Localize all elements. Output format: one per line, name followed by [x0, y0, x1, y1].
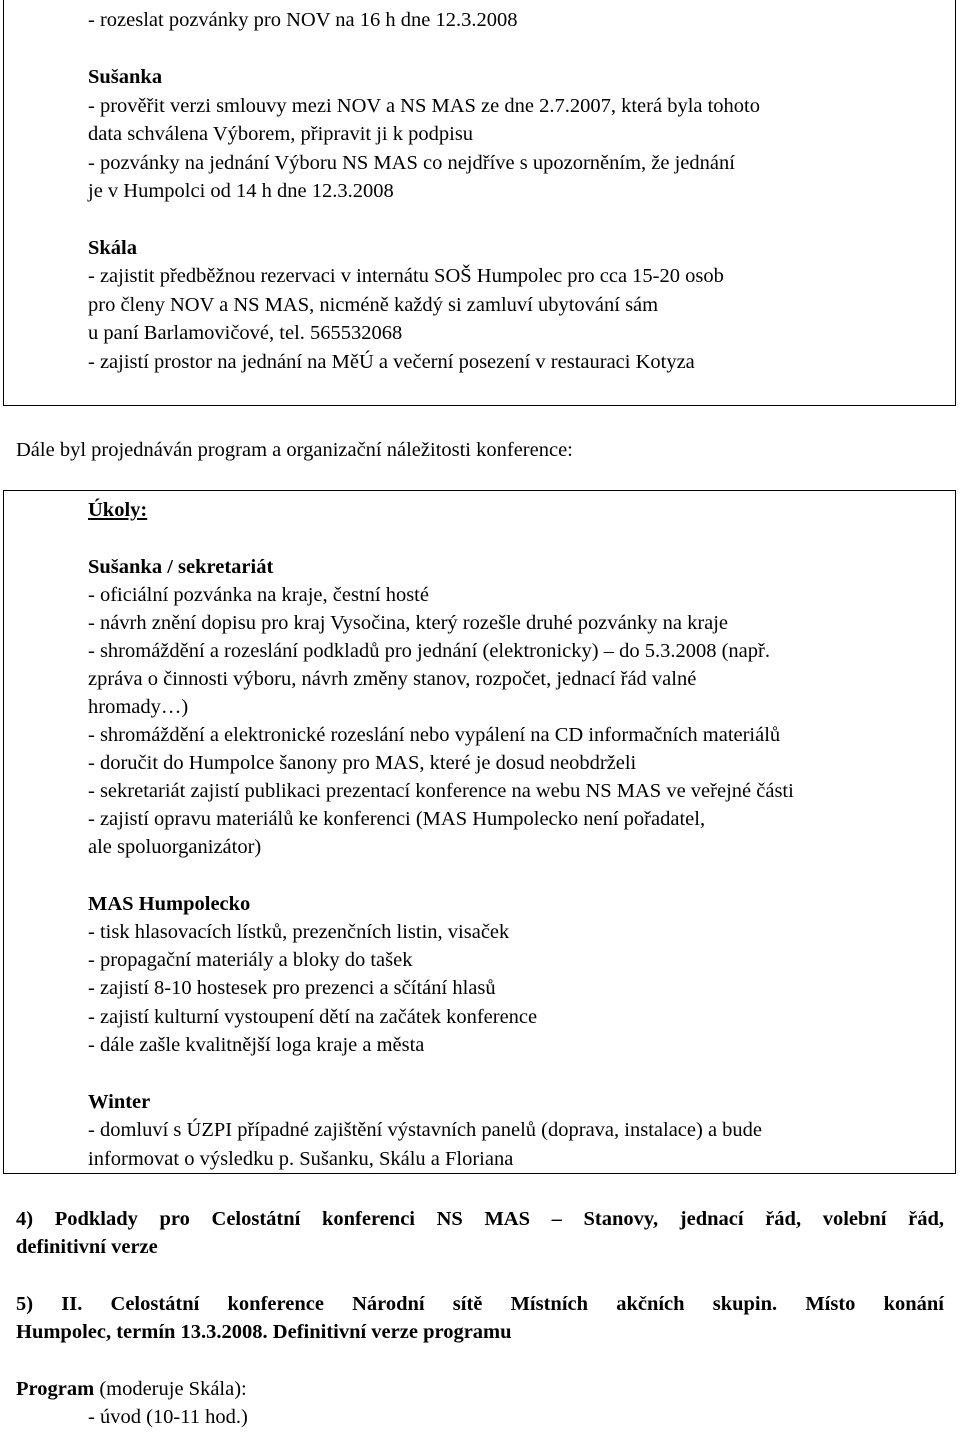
sekretariat-line-5: hromady…)	[88, 696, 189, 718]
skala-heading: Skála	[88, 237, 137, 259]
mas-line-2: - propagační materiály a bloky do tašek	[88, 949, 413, 971]
section5-line-1: 5) II. Celostátní konference Národní sítě Místních akčních skupin. Místo konání	[16, 1293, 944, 1315]
mas-line-1: - tisk hlasovacích lístků, prezenčních listin, visaček	[88, 921, 510, 943]
sekretariat-line-6: - shromáždění a elektronické rozeslání nebo vypálení na CD informačních materiálů	[88, 724, 781, 746]
sekretariat-line-9: - zajistí opravu materiálů ke konferenci (MAS Humpolecko není pořadatel,	[88, 808, 706, 830]
winter-line-2: informovat o výsledku p. Sušanku, Skálu a Floriana	[88, 1148, 514, 1170]
susanka-line-2: data schválena Výborem, připravit ji k podpisu	[88, 123, 474, 145]
mas-line-5: - dále zašle kvalitnější loga kraje a města	[88, 1034, 425, 1056]
sekretariat-line-10: ale spoluorganizátor)	[88, 836, 262, 858]
skala-line-1: - zajistit předběžnou rezervaci v internátu SOŠ Humpolec pro cca 15-20 osob	[88, 265, 724, 287]
tasks-title: Úkoly:	[88, 499, 148, 521]
susanka-line-1: - prověřit verzi smlouvy mezi NOV a NS MAS ze dne 2.7.2007, která byla tohoto	[88, 95, 761, 117]
mas-heading: MAS Humpolecko	[88, 893, 251, 915]
sekretariat-line-2: - návrh znění dopisu pro kraj Vysočina, který rozešle druhé pozvánky na kraje	[88, 612, 729, 634]
intro-text: Dále byl projednáván program a organizační náležitosti konference:	[16, 439, 573, 461]
sekretariat-line-7: - doručit do Humpolce šanony pro MAS, které je dosud neobdrželi	[88, 752, 637, 774]
sekretariat-line-1: - oficiální pozvánka na kraje, čestní hosté	[88, 584, 429, 606]
winter-heading: Winter	[88, 1091, 151, 1113]
program-item-1: - úvod (10-11 hod.)	[88, 1406, 248, 1428]
skala-line-2: pro členy NOV a NS MAS, nicméně každý si zamluví ubytování sám	[88, 294, 659, 316]
skala-line-4: - zajistí prostor na jednání na MěÚ a večerní posezení v restauraci Kotyza	[88, 351, 695, 373]
sekretariat-line-4: zpráva o činnosti výboru, návrh změny stanov, rozpočet, jednací řád valné	[88, 668, 697, 690]
invite-line: - rozeslat pozvánky pro NOV na 16 h dne 12.3.2008	[88, 9, 518, 31]
skala-line-3: u paní Barlamovičové, tel. 565532068	[88, 322, 403, 344]
program-moderator: (moderuje Skála):	[94, 1378, 247, 1400]
section5-line-2: Humpolec, termín 13.3.2008. Definitivní verze programu	[16, 1321, 512, 1343]
top-box	[3, 0, 956, 406]
mas-line-3: - zajistí 8-10 hostesek pro prezenci a sčítání hlasů	[88, 977, 496, 999]
sekretariat-line-8: - sekretariát zajistí publikaci prezentací konference na webu NS MAS ve veřejné části	[88, 780, 794, 802]
susanka-line-4: je v Humpolci od 14 h dne 12.3.2008	[88, 180, 394, 202]
sekretariat-heading: Sušanka / sekretariát	[88, 556, 274, 578]
susanka-line-3: - pozvánky na jednání Výboru NS MAS co nejdříve s upozorněním, že jednání	[88, 152, 735, 174]
sekretariat-line-3: - shromáždění a rozeslání podkladů pro jednání (elektronicky) – do 5.3.2008 (např.	[88, 640, 770, 662]
program-line	[16, 1379, 247, 1400]
section4-line-2: definitivní verze	[16, 1236, 158, 1258]
section4-line-1: 4) Podklady pro Celostátní konferenci NS MAS – Stanovy, jednací řád, volební řád,	[16, 1208, 944, 1230]
susanka-heading: Sušanka	[88, 66, 163, 88]
mas-line-4: - zajistí kulturní vystoupení dětí na začátek konference	[88, 1006, 538, 1028]
winter-line-1: - domluví s ÚZPI případné zajištění výstavních panelů (doprava, instalace) a bude	[88, 1119, 763, 1141]
program-label: Program	[16, 1378, 95, 1400]
